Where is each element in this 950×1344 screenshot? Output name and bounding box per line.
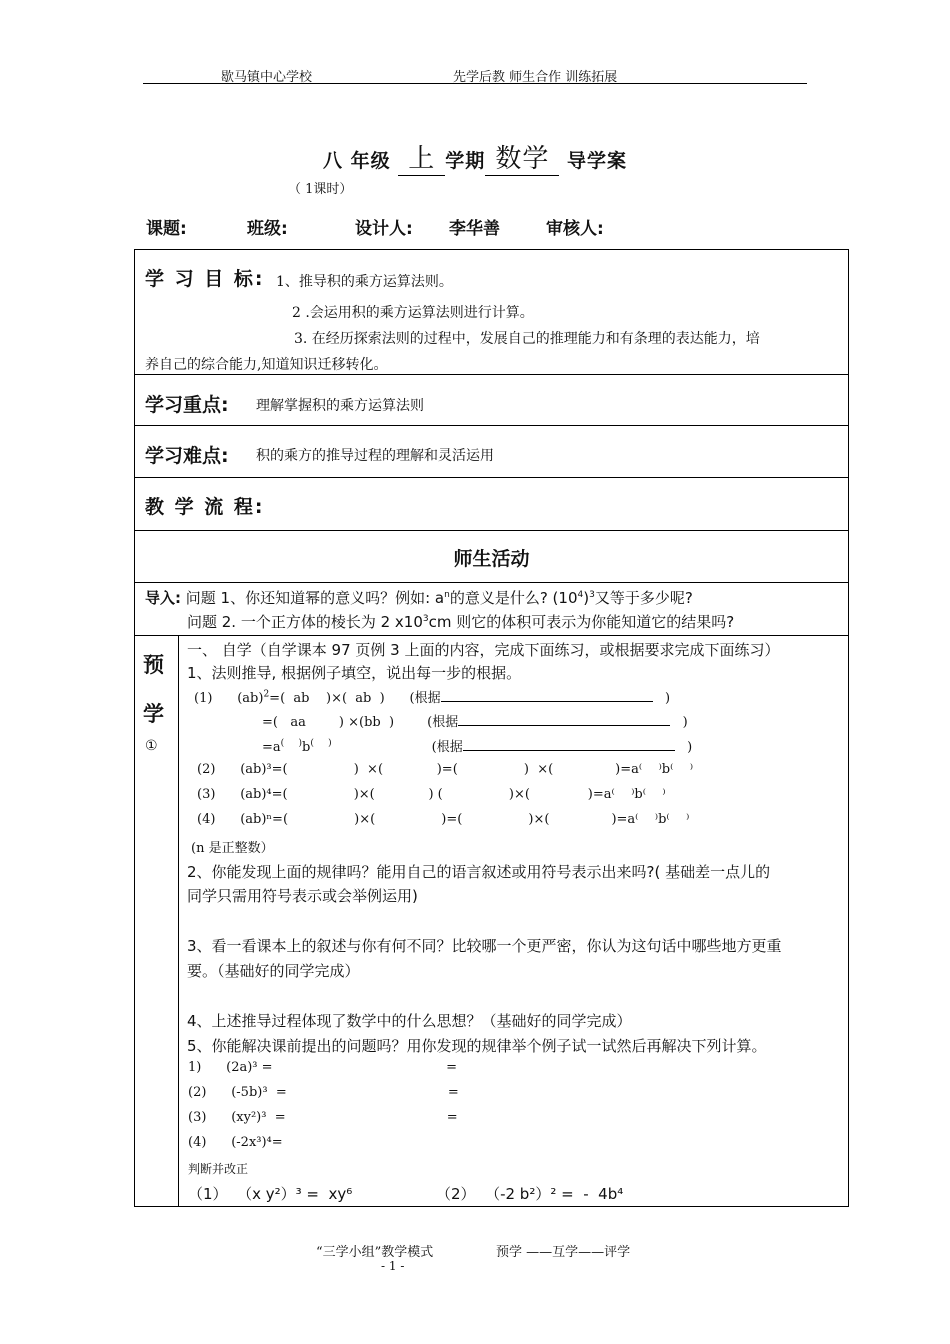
intro-q1-sup: 3	[589, 590, 595, 600]
title-subject: 数学	[485, 138, 559, 176]
calc-3: (3) (xy²)³ = =	[188, 1110, 458, 1125]
page-title	[0, 138, 950, 176]
row-text: )	[674, 740, 693, 755]
reviewer-label: 审核人:	[546, 219, 604, 239]
derivation-note: (n 是正整数）	[191, 841, 274, 856]
step-1: 1、法则推导, 根据例子填空，说出每一步的根据。	[187, 664, 522, 682]
page-number: - 1 -	[381, 1259, 405, 1273]
derivation-row-1	[194, 687, 670, 706]
objective-3a: 3. 在经历探索法则的过程中，发展自己的推理能力和有条理的表达能力，培	[294, 331, 760, 347]
derivation-row-4: (2) (ab)³=( ) ×( )=( ) ×( )=a⁽ ⁾b⁽ ⁾	[197, 762, 694, 777]
row-divider	[134, 477, 849, 478]
row-divider	[134, 582, 849, 583]
header-school: 歇马镇中心学校	[221, 70, 313, 85]
intro-question-2	[187, 611, 734, 632]
reason-blank[interactable]	[458, 713, 670, 726]
preview-label-3: ①	[145, 738, 158, 754]
intro-q2-text: 问题 2. 一个正方体的棱长为 2 x10	[187, 613, 423, 631]
intro-q1-sup: n	[444, 590, 450, 600]
row-divider	[134, 635, 849, 636]
row-text: =a	[262, 740, 281, 755]
judge-2: （2） （-2 b²）² = - 4b⁴	[436, 1185, 624, 1203]
step-3a: 3、看一看课本上的叙述与你有何不同？比较哪一个更严密，你认为这句话中哪些地方更重	[187, 937, 782, 955]
step-3b: 要。（基础好的同学完成）	[187, 962, 360, 980]
step-2b: 同学只需用符号表示或会举例运用)	[187, 887, 418, 905]
calc-2: (2) (-5b)³ = =	[188, 1085, 459, 1100]
row-sup: 2	[263, 689, 270, 700]
objectives-label: 学 习 目 标:	[145, 268, 265, 290]
preview-label-2: 学	[143, 702, 164, 726]
intro-label: 导入:	[145, 589, 181, 607]
row-sup: ( )	[280, 738, 302, 749]
reason-blank[interactable]	[463, 738, 675, 751]
process-label: 教 学 流 程:	[145, 496, 265, 518]
objective-3b: 养自己的综合能力,知道知识迁移转化。	[145, 357, 388, 373]
row-text: )	[652, 691, 671, 706]
derivation-row-5: (3) (ab)⁴=( )×( ) ( )×( )=a⁽ ⁾b⁽ ⁾	[197, 787, 666, 802]
row-text: (1) (ab)	[194, 691, 264, 706]
intro-q1-text: 又等于多少呢?	[594, 589, 693, 607]
topic-label: 课题:	[146, 219, 187, 239]
intro-q2-text: cm 则它的体积可表示为你能知道它的结果吗?	[428, 613, 735, 631]
intro-q1-text: )	[583, 589, 590, 607]
reason-blank[interactable]	[441, 689, 653, 702]
step-5: 5、你能解决课前提出的问题吗？用你发现的规律举个例子试一试然后再解决下列计算。	[187, 1037, 767, 1055]
header-motto: 先学后教 师生合作 训练拓展	[453, 70, 618, 85]
key-point-text: 理解掌握积的乘方运算法则	[256, 398, 424, 414]
title-term: 上	[398, 138, 445, 176]
title-grade: 八 年级	[323, 150, 391, 172]
derivation-row-6: (4) (ab)ⁿ=( )×( )=( )×( )=a⁽ ⁾b⁽ ⁾	[197, 812, 690, 827]
intro-question-1	[145, 587, 693, 608]
designer-name: 李华善	[449, 219, 500, 239]
designer-label: 设计人:	[355, 219, 413, 239]
header-divider	[143, 83, 807, 84]
row-sup: ( )	[310, 738, 332, 749]
step-2a: 2、你能发现上面的规律吗？能用自己的语言叙述或用符号表示出来吗?( 基础差一点儿的	[187, 863, 771, 881]
row-divider	[134, 530, 849, 531]
intro-q1-sup: 4	[577, 590, 584, 600]
derivation-row-3	[262, 736, 692, 755]
objective-1: 1、推导积的乘方运算法则。	[276, 274, 453, 290]
footer-mode: “三学小组”教学模式	[316, 1245, 434, 1260]
title-term-suffix: 学期	[445, 150, 486, 172]
self-study-title: 一、 自学（自学课本 97 页例 3 上面的内容，完成下面练习，或根据要求完成下面练习）	[187, 641, 780, 659]
intro-q1-text: 的意义是什么? (10	[449, 589, 578, 607]
calc-4: (4) (-2x³)⁴=	[188, 1135, 283, 1150]
activity-header: 师生活动	[453, 548, 530, 570]
derivation-row-2	[262, 711, 688, 730]
key-point-label: 学习重点:	[145, 394, 229, 416]
intro-q2-sup: 3	[422, 614, 429, 624]
row-text: =( aa ) ×(bb ) (根据	[262, 715, 459, 730]
judge-1: （1） （x y²）³ = xy⁶	[188, 1185, 353, 1203]
difficulty-label: 学习难点:	[145, 445, 229, 467]
difficulty-text: 积的乘方的推导过程的理解和灵活运用	[256, 448, 494, 464]
calc-1: 1) (2a)³ = =	[188, 1060, 457, 1075]
judge-title: 判断并改正	[188, 1162, 249, 1176]
row-text: =( ab )×( ab ) (根据	[269, 691, 441, 706]
step-4: 4、上述推导过程体现了数学中的什么思想？（基础好的同学完成）	[187, 1012, 632, 1030]
preview-label-1: 预	[143, 653, 164, 677]
row-text: (根据	[431, 740, 463, 755]
row-divider	[134, 374, 849, 375]
intro-q1-text: 问题 1、你还知道幂的意义吗？例如: a	[185, 589, 445, 607]
footer-flow: 预学 ——互学——评学	[496, 1245, 631, 1260]
row-text: )	[670, 715, 688, 730]
class-label: 班级:	[247, 219, 288, 239]
title-suffix: 导学案	[566, 150, 627, 172]
column-divider	[178, 635, 179, 1207]
row-divider	[134, 425, 849, 426]
objective-2: 2 .会运用积的乘方运算法则进行计算。	[292, 305, 534, 321]
lesson-hours: （ 1课时）	[288, 182, 353, 197]
row-text: b	[301, 740, 311, 755]
